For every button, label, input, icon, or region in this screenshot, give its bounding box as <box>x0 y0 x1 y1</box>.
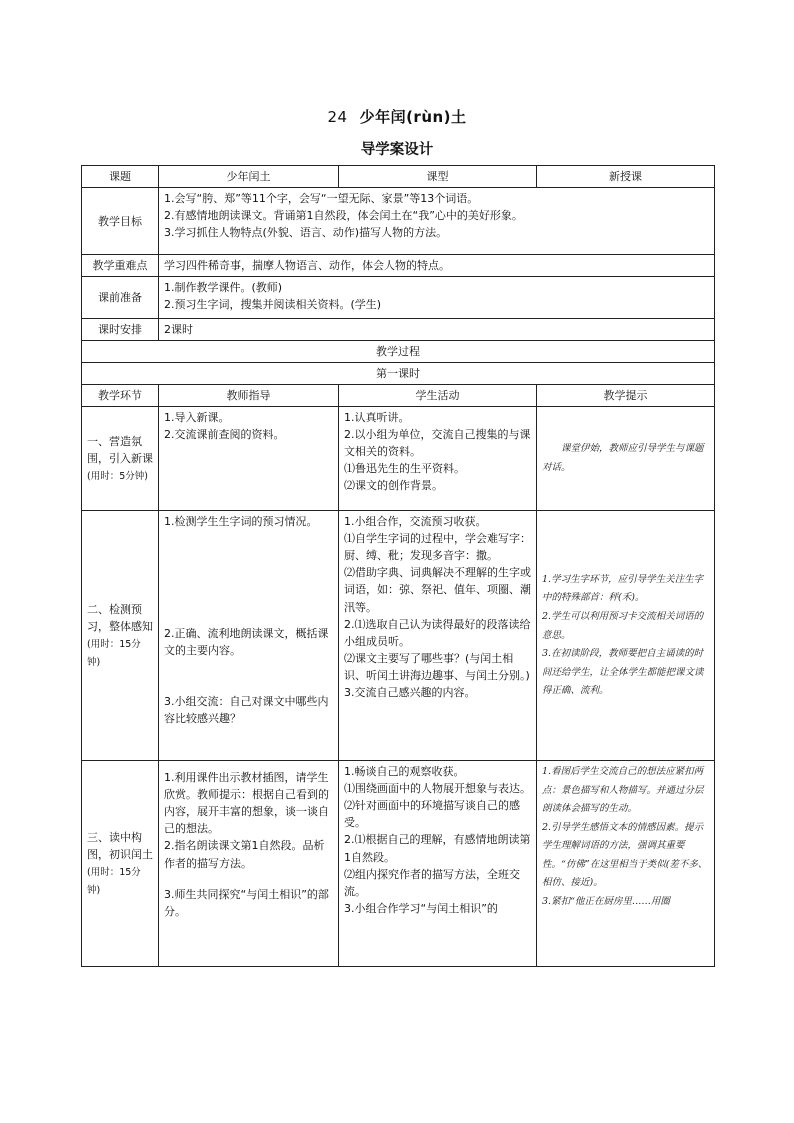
student-cell <box>339 511 537 761</box>
student-cell <box>339 761 537 967</box>
goals-cell <box>159 188 715 255</box>
column-header: 教师指导 <box>159 385 339 407</box>
stage-name: 三、读中构图，初识闰土 <box>87 831 153 862</box>
goal-item: 2.有感情地朗读课文。背诵第1自然段，体会闰土在“我”心中的美好形象。 <box>164 209 523 223</box>
student-item: 2.以小组为单位，交流自己搜集的与课文相关的资料。 <box>344 428 531 459</box>
stage-time: (用时：15分钟) <box>87 867 141 896</box>
tip-item: 1.看图后学生交流自己的想法应紧扣两点：景色描写和人物描写。并通过分层朗读体会描写的生动。 <box>542 766 704 815</box>
tip-item: 1.学习生字环节，应引导学生关注生字中的特殊部首：秤(禾)。 <box>542 573 704 604</box>
first-lesson-header: 第一课时 <box>82 363 715 385</box>
prep-label: 课前准备 <box>82 277 159 319</box>
tip-item: 3.在初读阶段，教师要把自主诵读的时间还给学生，让全体学生都能把课文读得正确、流利。 <box>542 648 704 697</box>
student-item: ⑵针对画面中的环境描写谈自己的感受。 <box>344 799 520 830</box>
goal-item: 1.会写“胯、郑”等11个字，会写“一望无际、家景”等13个词语。 <box>164 192 479 206</box>
column-header: 学生活动 <box>339 385 537 407</box>
teacher-item: 2.正确、流利地朗读课文，概括课文的主要内容。 <box>164 627 329 658</box>
stage-time: (用时：15分钟) <box>87 639 141 668</box>
student-item: ⑵课文的创作背景。 <box>344 479 443 493</box>
student-item: 1.认真听讲。 <box>344 411 410 425</box>
lesson-number: 24 <box>327 108 348 126</box>
tip-item: 2.引导学生感悟文本的情感因素。提示学生理解词语的方法，强调其重要性。“仿佛”在这里相当于类似(差不多、相仿、接近)。 <box>542 821 708 889</box>
student-item: ⑵组内探究作者的描写方法，全班交流。 <box>344 867 520 898</box>
teacher-item: 3.小组交流：自己对课文中哪些内容比较感兴趣？ <box>164 695 329 726</box>
stage-cell <box>82 407 159 511</box>
process-header: 教学过程 <box>82 341 715 363</box>
student-item: ⑴鲁迅先生的生平资料。 <box>344 462 465 476</box>
teacher-cell <box>159 407 339 511</box>
stage-time: (用时：5分钟) <box>87 470 148 482</box>
course-label: 课题 <box>82 166 159 188</box>
teacher-item: 2.交流课前查阅的资料。 <box>164 428 285 442</box>
lesson-plan-table <box>81 165 715 967</box>
teacher-item: 2.指名朗读课文第1自然段。品析作者的描写方法。 <box>164 839 325 870</box>
column-header: 教学环节 <box>82 385 159 407</box>
hours-label: 课时安排 <box>82 319 159 341</box>
course-value: 少年闰土 <box>159 166 339 188</box>
stage-name: 一、营造氛围，引入新课 <box>87 434 153 465</box>
document-subtitle: 导学案设计 <box>360 142 434 158</box>
key-label: 教学重难点 <box>82 255 159 277</box>
type-label: 课型 <box>339 166 537 188</box>
tip-item: 课堂伊始，教师应引导学生与课题对话。 <box>542 443 704 473</box>
student-cell <box>339 407 537 511</box>
teacher-item: 3.师生共同探究“与闰土相识”的部分。 <box>164 887 329 918</box>
tip-item: 2.学生可以利用预习卡交流相关词语的意思。 <box>542 611 704 641</box>
teacher-item: 1.导入新课。 <box>164 411 230 425</box>
teacher-item: 1.检测学生生字词的预习情况。 <box>164 515 318 529</box>
teacher-cell <box>159 511 339 761</box>
student-item: ⑵借助字典、词典解决不理解的生字或词语，如：弶、祭祀、值年、项圈、潮汛等。 <box>344 566 531 614</box>
student-item: 3.交流自己感兴趣的内容。 <box>344 685 476 699</box>
lesson-title <box>0 106 794 127</box>
prep-item: 2.预习生字词，搜集并阅读相关资料。(学生) <box>164 298 382 312</box>
type-value: 新授课 <box>537 166 715 188</box>
student-item: 1.小组合作，交流预习收获。 <box>344 515 487 529</box>
student-item: 2.⑴根据自己的理解，有感情地朗读第1自然段。 <box>344 833 531 864</box>
goals-label: 教学目标 <box>82 188 159 255</box>
tips-cell <box>537 761 715 967</box>
key-value: 学习四件稀奇事，揣摩人物语言、动作，体会人物的特点。 <box>159 255 715 277</box>
goal-item: 3.学习抓住人物特点(外貌、语言、动作)描写人物的方法。 <box>164 226 448 240</box>
stage-cell <box>82 511 159 761</box>
lesson-title-text: 少年闰(rùn)土 <box>359 108 467 126</box>
student-item: 1.畅谈自己的观察收获。 <box>344 765 465 779</box>
stage-name: 二、检测预习，整体感知 <box>87 603 153 634</box>
student-item: ⑵课文主要写了哪些事？(与闰土相识、听闰土讲海边趣事、与闰土分别。) <box>344 651 530 682</box>
tips-cell <box>537 407 715 511</box>
student-item: ⑴自学生字词的过程中，学会难写字：厨、缚、秕；发现多音字：撒。 <box>344 532 531 563</box>
prep-cell <box>159 277 715 319</box>
teacher-cell <box>159 761 339 967</box>
student-item: 2.⑴选取自己认为读得最好的段落读给小组成员听。 <box>344 617 531 648</box>
tips-cell <box>537 511 715 761</box>
column-header: 教学提示 <box>537 385 715 407</box>
teacher-item: 1.利用课件出示教材插图，请学生欣赏。教师提示：根据自己看到的内容，展开丰富的想象，谈一谈自己的想法。 <box>164 771 329 836</box>
student-item: 3.小组合作学习“与闰土相识”的 <box>344 901 498 915</box>
stage-cell <box>82 761 159 967</box>
student-item: ⑴围绕画面中的人物展开想象与表达。 <box>344 782 531 796</box>
prep-item: 1.制作教学课件。(教师) <box>164 281 283 295</box>
tip-item: 3.紧扣“他正在厨房里……用圈 <box>542 895 670 907</box>
hours-value: 2课时 <box>159 319 715 341</box>
